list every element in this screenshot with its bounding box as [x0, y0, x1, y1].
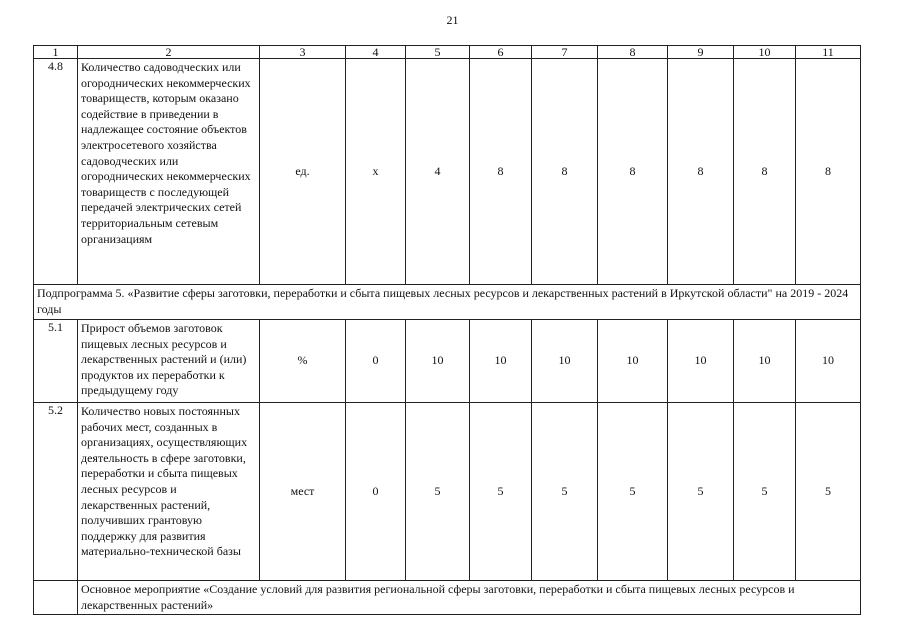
indicator-name: Прирост объемов заготовок пищевых лесных ресурсов и лекарственных растений и (или) продуктов их переработки к предыдущему году: [78, 320, 260, 403]
row-number: 5.1: [34, 320, 78, 403]
value-cell: 5: [406, 403, 470, 581]
value-cell: 5: [470, 403, 532, 581]
column-number: 3: [260, 46, 346, 59]
value-cell: 8: [734, 59, 796, 285]
value-cell: 8: [796, 59, 861, 285]
value-cell: 0: [346, 320, 406, 403]
value-cell: 8: [532, 59, 598, 285]
column-number: 5: [406, 46, 470, 59]
table-row: [34, 403, 861, 581]
column-number: 8: [598, 46, 668, 59]
unit-cell: %: [260, 320, 346, 403]
indicator-name: Количество новых постоянных рабочих мест, созданных в организациях, осуществляющих деятельность в сфере заготовки, переработки и сбыта пищевых лесных ресурсов и лекарственных растений, получивших грантовую поддержку для развития материально-технической базы: [78, 403, 260, 581]
value-cell: 5: [532, 403, 598, 581]
value-cell: 5: [598, 403, 668, 581]
subprogram-row: [34, 285, 861, 320]
value-cell: 10: [532, 320, 598, 403]
column-number: 4: [346, 46, 406, 59]
value-cell: 8: [668, 59, 734, 285]
page-number: 21: [446, 13, 459, 27]
value-cell: 10: [406, 320, 470, 403]
column-number: 9: [668, 46, 734, 59]
row-number: 4.8: [34, 59, 78, 285]
value-cell: 4: [406, 59, 470, 285]
value-cell: 8: [470, 59, 532, 285]
main-event-row: [34, 581, 861, 615]
empty-cell: [34, 581, 78, 615]
value-cell: 10: [796, 320, 861, 403]
table-row: [34, 59, 861, 285]
value-cell: 5: [796, 403, 861, 581]
indicator-name: Количество садоводческих или огороднических некоммерческих товариществ, которым оказано содействие в приведении в надлежащее состояние объектов электросетевого хозяйства садоводческих или огороднических некоммерческих товариществ с последующей передачей электрических сетей территориальным сетевым организациям: [78, 59, 260, 285]
column-number: 10: [734, 46, 796, 59]
value-cell: 10: [470, 320, 532, 403]
value-cell: 5: [734, 403, 796, 581]
value-cell: 8: [598, 59, 668, 285]
value-cell: 10: [668, 320, 734, 403]
value-cell: 10: [598, 320, 668, 403]
unit-cell: ед.: [260, 59, 346, 285]
column-number: 11: [796, 46, 861, 59]
column-number: 7: [532, 46, 598, 59]
value-cell: 5: [668, 403, 734, 581]
value-cell: 10: [734, 320, 796, 403]
value-cell: х: [346, 59, 406, 285]
column-number: 6: [470, 46, 532, 59]
value-cell: 0: [346, 403, 406, 581]
header-row: [34, 46, 861, 59]
indicators-table: [33, 45, 861, 615]
unit-cell: мест: [260, 403, 346, 581]
column-number: 2: [78, 46, 260, 59]
column-number: 1: [34, 46, 78, 59]
subprogram-title: Подпрограмма 5. «Развитие сферы заготовки, переработки и сбыта пищевых лесных ресурсов и лекарственных растений в Иркутской области" на 2019 - 2024 годы: [34, 285, 861, 320]
table-row: [34, 320, 861, 403]
main-event-title: Основное мероприятие «Создание условий для развития региональной сферы заготовки, переработки и сбыта пищевых лесных ресурсов и лекарственных растений»: [78, 581, 861, 615]
row-number: 5.2: [34, 403, 78, 581]
